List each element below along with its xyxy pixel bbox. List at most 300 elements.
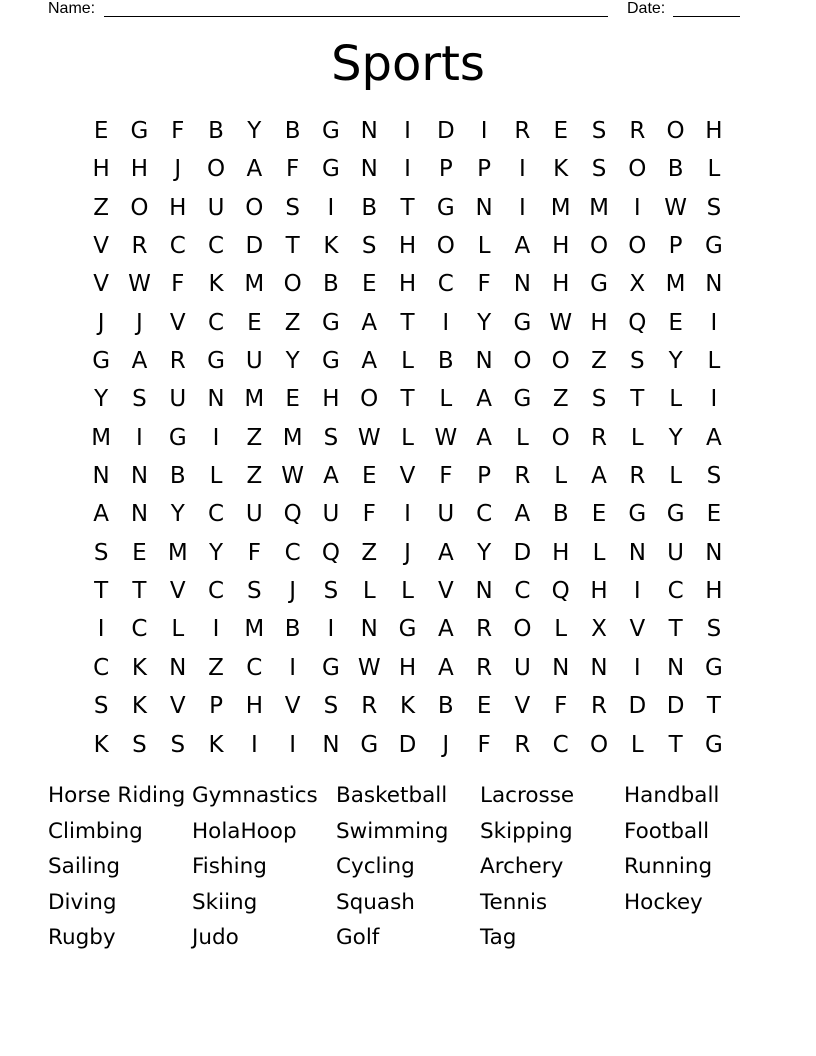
grid-cell: L	[669, 463, 683, 490]
grid-cell: K	[131, 693, 147, 720]
word-list-item: Cycling	[336, 854, 415, 879]
grid-cell: P	[438, 156, 453, 183]
grid-cell: N	[475, 194, 493, 221]
grid-cell: A	[514, 501, 531, 528]
grid-cell: U	[169, 386, 187, 413]
grid-cell: C	[208, 578, 225, 605]
grid-cell: D	[436, 118, 455, 144]
grid-cell: J	[442, 731, 450, 758]
grid-cell: S	[706, 463, 722, 490]
grid-cell: I	[710, 309, 718, 336]
grid-cell: T	[400, 309, 415, 336]
grid-cell: U	[322, 501, 340, 528]
word-list-item: HolaHoop	[192, 818, 297, 844]
grid-cell: R	[169, 348, 186, 375]
grid-cell: C	[93, 654, 110, 681]
grid-cell: Z	[591, 348, 607, 375]
grid-cell: V	[437, 578, 454, 605]
grid-cell: N	[475, 348, 493, 375]
grid-cell: L	[209, 463, 223, 490]
grid-cell: Y	[477, 309, 492, 336]
grid-cell: B	[169, 463, 186, 490]
grid-cell: W	[434, 424, 458, 451]
grid-cell: A	[361, 309, 378, 336]
grid-cell: R	[514, 463, 531, 490]
name-label: Name:	[48, 0, 96, 17]
word-list	[48, 778, 768, 956]
grid-cell: O	[589, 233, 609, 260]
grid-cell: B	[208, 118, 224, 144]
grid-cell: S	[706, 194, 722, 221]
grid-cell: Y	[247, 118, 262, 144]
grid-cell: R	[131, 233, 148, 260]
grid-cell: B	[437, 693, 454, 720]
grid-cell: G	[398, 616, 417, 643]
grid-cell: O	[206, 156, 226, 183]
grid-cell: L	[630, 424, 644, 451]
grid-cell: O	[589, 731, 609, 758]
grid-cell: I	[212, 616, 220, 643]
grid-cell: M	[244, 271, 265, 298]
word-list-item: Diving	[48, 889, 117, 915]
grid-cell: T	[285, 233, 300, 260]
grid-cell: B	[284, 616, 301, 643]
grid-cell: V	[93, 271, 110, 298]
grid-cell: Y	[209, 539, 224, 566]
grid-cell: N	[360, 616, 378, 643]
grid-cell: Z	[93, 194, 110, 221]
word-list-item: Football	[624, 818, 710, 844]
grid-cell: G	[322, 309, 340, 336]
grid-cell: R	[629, 118, 646, 144]
grid-cell: O	[360, 386, 379, 413]
grid-cell: L	[707, 156, 721, 183]
grid-cell: N	[92, 463, 110, 490]
grid-cell: Y	[668, 348, 683, 375]
grid-cell: I	[327, 194, 335, 221]
grid-cell: F	[362, 501, 376, 528]
grid-cell: A	[93, 501, 110, 528]
grid-cell: E	[285, 386, 300, 413]
word-list-item: Climbing	[48, 818, 143, 844]
grid-cell: Z	[246, 424, 263, 451]
date-field[interactable]	[673, 0, 740, 17]
grid-cell: X	[629, 271, 646, 298]
grid-cell: C	[169, 233, 186, 260]
grid-cell: S	[93, 693, 109, 720]
grid-cell: H	[245, 693, 263, 720]
grid-cell: O	[513, 616, 532, 643]
grid-cell: L	[592, 539, 606, 566]
grid-cell: C	[208, 501, 225, 528]
grid-cell: E	[553, 118, 568, 144]
grid-cell: T	[400, 386, 415, 413]
grid-cell: S	[706, 616, 722, 643]
grid-cell: B	[284, 118, 301, 144]
grid-cell: E	[361, 271, 377, 298]
grid-cell: F	[477, 731, 491, 758]
grid-cell: A	[323, 463, 339, 490]
word-list-item: Squash	[336, 889, 415, 915]
grid-cell: G	[168, 424, 187, 451]
word-list-item: Golf	[336, 925, 380, 950]
grid-cell: F	[477, 271, 491, 298]
grid-cell: S	[591, 156, 607, 183]
grid-cell: H	[130, 156, 149, 183]
grid-cell: K	[93, 731, 109, 758]
word-list-item: Skipping	[480, 818, 573, 844]
grid-cell: H	[705, 118, 723, 144]
grid-cell: T	[706, 693, 721, 720]
grid-cell: G	[666, 501, 685, 528]
grid-cell: I	[633, 578, 641, 605]
word-list-item: Tag	[480, 925, 517, 950]
grid-cell: J	[289, 578, 297, 605]
grid-cell: A	[476, 424, 492, 451]
grid-cell: B	[667, 156, 684, 183]
word-list-item: Rugby	[48, 925, 116, 950]
grid-cell: M	[282, 424, 303, 451]
grid-cell: G	[207, 348, 225, 375]
grid-cell: G	[513, 386, 532, 413]
grid-cell: A	[591, 463, 607, 490]
grid-cell: L	[171, 616, 185, 643]
grid-cell: V	[629, 616, 646, 643]
grid-cell: E	[247, 309, 262, 336]
grid-cell: L	[516, 424, 529, 451]
grid-cell: S	[285, 194, 300, 221]
grid-cell: L	[554, 463, 568, 490]
grid-cell: C	[514, 578, 531, 605]
grid-cell: R	[514, 118, 531, 144]
grid-cell: G	[704, 654, 723, 681]
grid-cell: I	[710, 386, 718, 413]
grid-cell: C	[284, 539, 301, 566]
grid-cell: W	[664, 194, 687, 221]
grid-cell: S	[247, 578, 262, 605]
grid-cell: G	[513, 309, 532, 336]
grid-cell: C	[208, 309, 225, 336]
grid-cell: V	[93, 233, 110, 260]
grid-cell: S	[132, 386, 147, 413]
grid-cell: E	[668, 309, 683, 336]
grid-cell: G	[92, 348, 111, 375]
grid-cell: D	[245, 233, 264, 260]
grid-cell: I	[97, 616, 105, 643]
grid-cell: N	[360, 156, 378, 183]
grid-cell: O	[283, 271, 302, 298]
grid-cell: A	[361, 348, 378, 375]
word-list-item: Handball	[624, 783, 720, 808]
grid-cell: O	[130, 194, 149, 221]
grid-cell: I	[404, 501, 411, 528]
word-list-item: Tennis	[480, 889, 548, 915]
grid-cell: N	[322, 731, 340, 758]
grid-cell: C	[246, 654, 263, 681]
grid-cell: Y	[170, 501, 185, 528]
grid-cell: L	[401, 348, 414, 375]
grid-cell: N	[169, 654, 187, 681]
grid-cell: G	[628, 501, 647, 528]
grid-cell: L	[669, 386, 683, 413]
grid-cell: M	[244, 386, 265, 413]
grid-cell: U	[207, 194, 225, 221]
word-list-item: Running	[624, 854, 713, 879]
grid-cell: B	[361, 194, 378, 221]
grid-cell: R	[591, 424, 607, 451]
word-list-item: Skiing	[192, 889, 258, 915]
grid-cell: I	[289, 654, 297, 681]
grid-cell: A	[246, 156, 263, 183]
grid-cell: P	[477, 463, 492, 490]
grid-cell: M	[91, 424, 112, 451]
grid-cell: B	[323, 271, 339, 298]
grid-cell: F	[171, 118, 185, 144]
word-list-item: Horse Riding	[48, 783, 186, 808]
grid-cell: L	[477, 233, 491, 260]
grid-cell: F	[554, 693, 568, 720]
grid-cell: K	[208, 271, 224, 298]
grid-cell: E	[706, 501, 722, 528]
grid-cell: Z	[552, 386, 569, 413]
word-list-item: Archery	[480, 854, 564, 879]
grid-cell: S	[323, 424, 339, 451]
grid-cell: H	[552, 233, 570, 260]
grid-cell: T	[668, 616, 683, 643]
grid-cell: R	[361, 693, 378, 720]
grid-cell: V	[169, 693, 186, 720]
grid-cell: A	[706, 424, 722, 451]
grid-cell: O	[628, 156, 647, 183]
grid-cell: J	[174, 156, 182, 183]
grid-cell: V	[169, 578, 186, 605]
grid-cell: G	[322, 348, 340, 375]
grid-cell: Z	[208, 654, 224, 681]
grid-cell: I	[212, 424, 220, 451]
grid-cell: K	[323, 233, 339, 260]
grid-cell: L	[401, 578, 414, 605]
grid-cell: C	[208, 233, 225, 260]
grid-cell: C	[476, 501, 493, 528]
grid-cell: D	[628, 693, 647, 720]
grid-cell: Q	[551, 578, 570, 605]
grid-cell: E	[361, 463, 377, 490]
grid-cell: L	[401, 424, 414, 451]
grid-cell: R	[476, 654, 493, 681]
grid-cell: M	[167, 539, 188, 566]
grid-cell: A	[437, 539, 454, 566]
grid-cell: H	[590, 578, 608, 605]
grid-cell: I	[442, 309, 450, 336]
grid-cell: S	[170, 731, 186, 758]
grid-cell: S	[132, 731, 147, 758]
grid-cell: N	[666, 654, 685, 681]
grid-cell: J	[136, 309, 143, 336]
grid-cell: S	[93, 539, 109, 566]
grid-cell: Y	[94, 386, 109, 413]
grid-cell: C	[437, 271, 454, 298]
grid-cell: N	[130, 501, 149, 528]
grid-cell: V	[399, 463, 416, 490]
grid-cell: M	[244, 616, 265, 643]
grid-cell: O	[513, 348, 532, 375]
grid-cell: Z	[246, 463, 263, 490]
grid-cell: V	[514, 693, 531, 720]
grid-cell: F	[171, 271, 185, 298]
grid-cell: G	[704, 233, 723, 260]
grid-cell: F	[439, 463, 453, 490]
grid-cell: D	[666, 693, 685, 720]
grid-cell: J	[404, 539, 411, 566]
grid-cell: O	[436, 233, 455, 260]
grid-cell: T	[94, 578, 109, 605]
grid-cell: A	[514, 233, 531, 260]
grid-cell: B	[437, 348, 454, 375]
grid-cell: K	[208, 731, 224, 758]
grid-cell: W	[128, 271, 151, 298]
grid-cell: Q	[628, 309, 647, 336]
grid-cell: I	[289, 731, 297, 758]
grid-cell: V	[284, 693, 301, 720]
grid-cell: G	[322, 654, 340, 681]
word-list-item: Judo	[192, 925, 239, 950]
grid-cell: H	[398, 271, 417, 298]
grid-cell: H	[590, 309, 608, 336]
name-field[interactable]	[104, 0, 608, 17]
grid-cell: W	[357, 424, 381, 451]
grid-cell: I	[633, 654, 641, 681]
grid-cell: S	[323, 693, 339, 720]
grid-cell: T	[400, 194, 415, 221]
grid-cell: U	[245, 348, 263, 375]
grid-cell: H	[552, 539, 570, 566]
grid-cell: I	[327, 616, 335, 643]
grid-cell: Z	[361, 539, 378, 566]
grid-cell: S	[630, 348, 645, 375]
grid-cell: E	[591, 501, 607, 528]
grid-cell: I	[250, 731, 258, 758]
grid-cell: I	[404, 118, 411, 144]
grid-cell: H	[552, 271, 570, 298]
grid-cell: G	[360, 731, 379, 758]
grid-cell: R	[591, 693, 607, 720]
grid-cell: O	[551, 348, 570, 375]
grid-cell: U	[513, 654, 531, 681]
grid-cell: G	[322, 118, 340, 144]
grid-cell: L	[362, 578, 376, 605]
grid-cell: R	[476, 616, 493, 643]
grid-cell: O	[245, 194, 264, 221]
grid-cell: T	[132, 578, 147, 605]
grid-cell: E	[132, 539, 147, 566]
grid-cell: H	[169, 194, 187, 221]
grid-cell: N	[360, 118, 378, 144]
grid-cell: N	[475, 578, 493, 605]
grid-cell: R	[629, 463, 646, 490]
grid-cell: C	[131, 616, 148, 643]
grid-cell: E	[476, 693, 492, 720]
grid-cell: I	[480, 118, 488, 144]
grid-cell: Y	[668, 424, 683, 451]
grid-cell: A	[476, 386, 492, 413]
grid-cell: G	[704, 731, 723, 758]
header	[48, 0, 748, 18]
grid-cell: I	[136, 424, 143, 451]
grid-cell: K	[553, 156, 569, 183]
grid-cell: H	[398, 233, 417, 260]
grid-cell: H	[398, 654, 417, 681]
grid-cell: S	[361, 233, 377, 260]
word-list-item: Swimming	[336, 818, 449, 844]
grid-cell: O	[628, 233, 647, 260]
grid-cell: C	[667, 578, 684, 605]
grid-cell: R	[514, 731, 531, 758]
grid-cell: K	[131, 654, 147, 681]
grid-cell: F	[247, 539, 261, 566]
grid-cell: N	[705, 539, 723, 566]
grid-cell: M	[589, 194, 609, 221]
grid-cell: J	[97, 309, 105, 336]
grid-cell: S	[323, 578, 339, 605]
grid-cell: G	[130, 118, 149, 144]
grid-cell: C	[552, 731, 569, 758]
grid-cell: N	[590, 654, 608, 681]
grid-cell: L	[439, 386, 453, 413]
grid-cell: I	[633, 194, 641, 221]
word-list-item: Gymnastics	[192, 783, 318, 808]
grid-cell: O	[551, 424, 570, 451]
grid-cell: G	[590, 271, 608, 298]
grid-cell: Q	[283, 501, 302, 528]
grid-cell: N	[513, 271, 532, 298]
grid-cell: G	[322, 156, 340, 183]
grid-cell: Y	[477, 539, 492, 566]
word-list-item: Sailing	[48, 854, 121, 879]
word-list-item: Lacrosse	[480, 783, 575, 808]
grid-cell: W	[281, 463, 304, 490]
grid-cell: G	[436, 194, 455, 221]
grid-cell: A	[437, 616, 454, 643]
grid-cell: N	[705, 271, 723, 298]
grid-cell: T	[630, 386, 645, 413]
grid-cell: A	[437, 654, 454, 681]
grid-cell: K	[399, 693, 416, 720]
grid-cell: L	[554, 616, 568, 643]
grid-cell: B	[552, 501, 569, 528]
grid-cell: M	[550, 194, 571, 221]
grid-cell: I	[519, 194, 526, 221]
word-list-item: Hockey	[624, 889, 703, 915]
grid-cell: Q	[321, 539, 340, 566]
word-list-item: Fishing	[192, 854, 267, 879]
grid-cell: H	[322, 386, 340, 413]
grid-cell: I	[404, 156, 411, 183]
grid-cell: S	[591, 118, 607, 144]
grid-cell: H	[705, 578, 723, 605]
grid-cell: Z	[284, 309, 301, 336]
grid-cell: E	[93, 118, 109, 144]
grid-cell: D	[398, 731, 417, 758]
grid-cell: D	[513, 539, 532, 566]
grid-cell: X	[591, 616, 607, 643]
grid-cell: P	[209, 693, 223, 720]
grid-cell: T	[668, 731, 683, 758]
page-title: Sports	[331, 36, 485, 92]
grid-cell: U	[667, 539, 685, 566]
grid-cell: H	[92, 156, 110, 183]
grid-cell: L	[630, 731, 644, 758]
grid-cell: N	[628, 539, 646, 566]
